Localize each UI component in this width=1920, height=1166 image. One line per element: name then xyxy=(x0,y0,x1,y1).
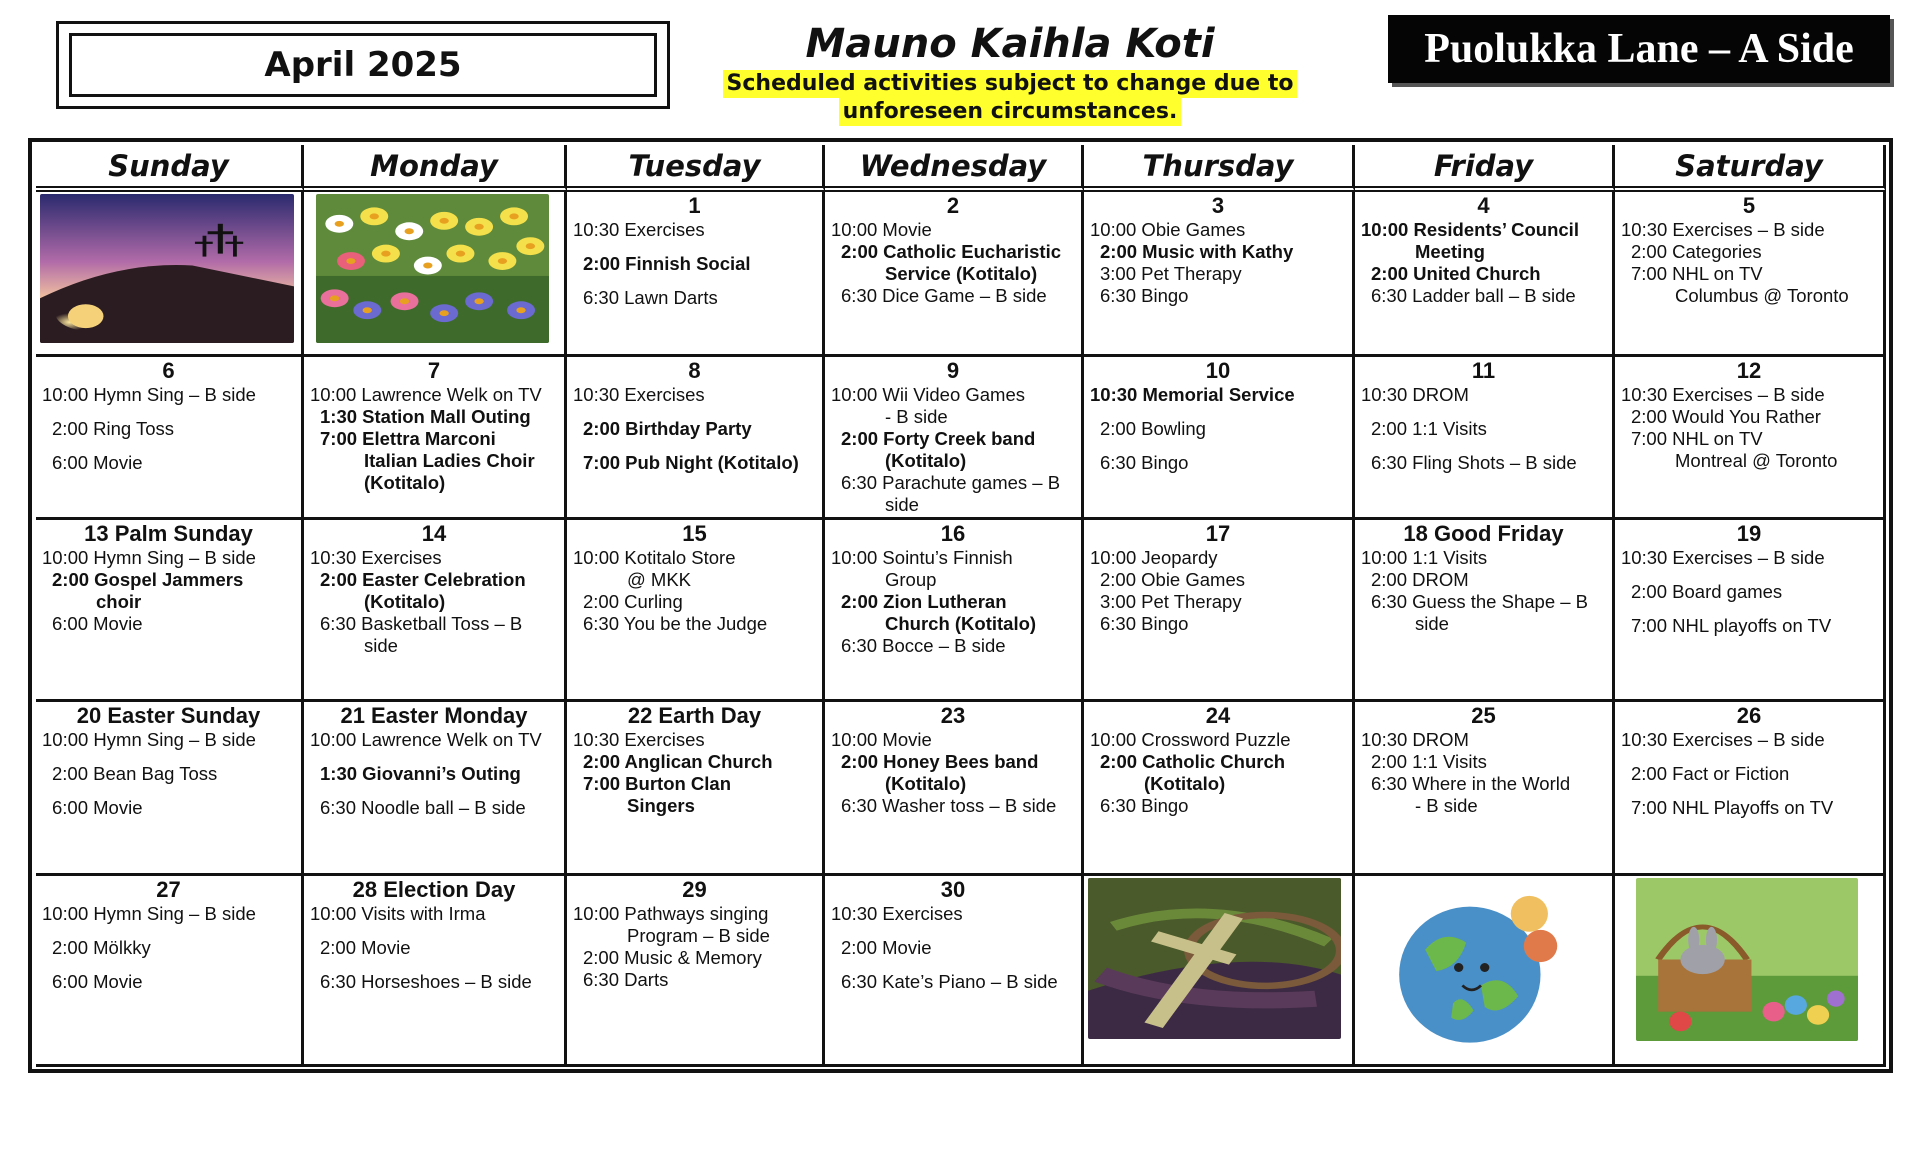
activity-line: 2:00 Ring Toss xyxy=(52,418,175,439)
weekday-header: Wednesday xyxy=(825,145,1084,192)
calendar-day-cell xyxy=(825,876,1084,1067)
day-number: 13 Palm Sunday xyxy=(84,521,253,546)
activity-line: (Kotitalo) xyxy=(885,773,967,794)
activity-line: 2:00 Board games xyxy=(1631,581,1783,602)
activity-line: 2:00 Anglican Church xyxy=(583,751,773,772)
activity-line: Columbus @ Toronto xyxy=(1675,285,1849,306)
calendar-day-cell xyxy=(304,702,567,876)
activity-line: Group xyxy=(885,569,937,590)
activity-line: 7:00 NHL Playoffs on TV xyxy=(1631,797,1834,818)
activity-line: 1:30 Giovanni’s Outing xyxy=(320,763,521,784)
activity-line: 6:30 Basketball Toss – B xyxy=(320,613,523,634)
activity-line: 2:00 Movie xyxy=(841,937,932,958)
calendar-day-cell xyxy=(1084,357,1355,520)
calendar-day-cell xyxy=(1084,192,1355,357)
activity-line: 6:30 Guess the Shape – B xyxy=(1371,591,1589,612)
activity-line: 2:00 Curling xyxy=(583,591,683,612)
calendar-day-cell xyxy=(1615,702,1886,876)
activity-line: 2:00 Movie xyxy=(320,937,411,958)
spring-flowers-image xyxy=(316,194,549,343)
weekday-header: Friday xyxy=(1355,145,1615,192)
month-title: April 2025 xyxy=(69,33,657,97)
calendar-day-cell xyxy=(36,702,304,876)
day-number: 25 xyxy=(1471,703,1496,728)
activity-line: Church (Kotitalo) xyxy=(885,613,1037,634)
activity-line: 6:30 Bingo xyxy=(1100,795,1189,816)
calendar-day-cell xyxy=(1615,520,1886,702)
activity-line: 2:00 Honey Bees band xyxy=(841,751,1039,772)
weekday-header: Sunday xyxy=(36,145,304,192)
activity-line: 6:30 Lawn Darts xyxy=(583,287,718,308)
activity-line: 10:30 DROM xyxy=(1361,384,1469,405)
activity-line: 10:30 Exercises xyxy=(573,729,705,750)
activity-line: - B side xyxy=(885,406,948,427)
notice-line-2: unforeseen circumstances. xyxy=(839,98,1182,126)
activity-line: 2:00 Music with Kathy xyxy=(1100,241,1294,262)
activity-line: 10:00 Residents’ Council xyxy=(1361,219,1579,240)
activity-line: 10:30 DROM xyxy=(1361,729,1469,750)
activity-line: 6:30 Darts xyxy=(583,969,669,990)
calendar-day-cell xyxy=(1355,357,1615,520)
calendar-day-cell xyxy=(825,702,1084,876)
activity-line: 10:00 Crossword Puzzle xyxy=(1090,729,1291,750)
activity-line: 10:00 Lawrence Welk on TV xyxy=(310,729,542,750)
activity-line: 6:00 Movie xyxy=(52,613,143,634)
activity-line: 3:00 Pet Therapy xyxy=(1100,263,1242,284)
activity-line: 6:30 Kate’s Piano – B side xyxy=(841,971,1058,992)
calendar-day-cell xyxy=(825,192,1084,357)
calendar-day-cell xyxy=(567,520,825,702)
activity-line: Program – B side xyxy=(627,925,770,946)
home-header xyxy=(700,18,1320,126)
day-number: 2 xyxy=(946,193,960,218)
day-number: 1 xyxy=(688,193,701,218)
activity-line: 6:30 Where in the World xyxy=(1371,773,1571,794)
calendar-day-cell xyxy=(567,702,825,876)
side-label: Puolukka Lane – A Side xyxy=(1388,15,1890,83)
day-number: 18 Good Friday xyxy=(1403,521,1564,546)
activity-line: 10:00 1:1 Visits xyxy=(1361,547,1488,568)
calendar-image-cell xyxy=(304,192,567,357)
calendar-day-cell xyxy=(825,520,1084,702)
activity-line: 2:00 Forty Creek band xyxy=(841,428,1036,449)
calendar-day-cell xyxy=(1615,192,1886,357)
activity-line: 2:00 Music & Memory xyxy=(583,947,762,968)
activity-line: 6:30 You be the Judge xyxy=(583,613,768,634)
calendar-image-cell xyxy=(1355,876,1615,1067)
activity-line: 2:00 Categories xyxy=(1631,241,1762,262)
day-number: 27 xyxy=(156,877,181,902)
activity-line: 6:30 Ladder ball – B side xyxy=(1371,285,1576,306)
activity-line: 6:30 Noodle ball – B side xyxy=(320,797,526,818)
activity-line: side xyxy=(364,635,398,656)
activity-line: 6:00 Movie xyxy=(52,452,143,473)
day-number: 17 xyxy=(1205,521,1231,546)
month-title-frame xyxy=(56,21,670,109)
activity-line: 10:00 Hymn Sing – B side xyxy=(42,384,256,405)
activity-line: @ MKK xyxy=(627,569,692,590)
calendar-day-cell xyxy=(1355,192,1615,357)
earth-globe-image xyxy=(1388,878,1574,1057)
weekday-header: Monday xyxy=(304,145,567,192)
day-number: 14 xyxy=(421,521,447,546)
day-number: 24 xyxy=(1205,703,1231,728)
activity-line: 7:00 NHL on TV xyxy=(1631,428,1763,449)
calendar-day-cell xyxy=(1084,520,1355,702)
activity-line: 10:30 Exercises xyxy=(573,219,705,240)
day-number: 6 xyxy=(162,358,175,383)
day-number: 3 xyxy=(1211,193,1225,218)
activity-line: 10:30 Exercises – B side xyxy=(1621,729,1825,750)
calendar-image-cell xyxy=(1615,876,1886,1067)
day-number: 9 xyxy=(946,358,960,383)
activity-line: 1:30 Station Mall Outing xyxy=(320,406,531,427)
activity-line: 6:30 Parachute games – B xyxy=(841,472,1061,493)
day-number: 30 xyxy=(940,877,966,902)
activity-line: Service (Kotitalo) xyxy=(885,263,1038,284)
calendar-day-cell xyxy=(567,876,825,1067)
activity-line: 10:30 Memorial Service xyxy=(1090,384,1295,405)
activity-line: 2:00 DROM xyxy=(1371,569,1469,590)
activity-line: 10:30 Exercises xyxy=(310,547,442,568)
activity-line: 6:30 Horseshoes – B side xyxy=(320,971,532,992)
weekday-header: Saturday xyxy=(1615,145,1886,192)
weekday-header: Tuesday xyxy=(567,145,825,192)
day-number: 11 xyxy=(1471,358,1496,383)
activity-line: 2:00 Zion Lutheran xyxy=(841,591,1007,612)
activity-line: 10:00 Movie xyxy=(831,729,932,750)
activity-line: 2:00 Catholic Church xyxy=(1100,751,1286,772)
easter-tomb-crosses-image xyxy=(40,194,294,343)
day-number: 22 Earth Day xyxy=(627,703,762,728)
activity-line: 7:00 Burton Clan xyxy=(583,773,732,794)
activity-line: 10:00 Visits with Irma xyxy=(310,903,486,924)
day-number: 12 xyxy=(1736,358,1762,383)
calendar-day-cell xyxy=(304,876,567,1067)
activity-line: side xyxy=(885,494,919,515)
calendar-image-cell xyxy=(36,192,304,357)
calendar-day-cell xyxy=(36,876,304,1067)
activity-line: Singers xyxy=(627,795,695,816)
activity-line: 6:00 Movie xyxy=(52,971,143,992)
day-number: 15 xyxy=(682,521,707,546)
activity-line: 10:00 Jeopardy xyxy=(1090,547,1218,568)
activity-line: 3:00 Pet Therapy xyxy=(1100,591,1242,612)
day-number: 23 xyxy=(940,703,966,728)
calendar-day-cell xyxy=(1355,520,1615,702)
day-number: 19 xyxy=(1736,521,1762,546)
calendar-day-cell xyxy=(36,520,304,702)
calendar-day-cell xyxy=(567,357,825,520)
home-name: Mauno Kaihla Koti xyxy=(805,21,1215,67)
activity-line: 10:00 Kotitalo Store xyxy=(573,547,736,568)
activity-line: (Kotitalo) xyxy=(364,591,446,612)
calendar-day-cell xyxy=(1355,702,1615,876)
activity-line: 6:30 Bingo xyxy=(1100,613,1189,634)
activity-line: 2:00 Obie Games xyxy=(1100,569,1245,590)
activity-line: 2:00 Bowling xyxy=(1100,418,1206,439)
activity-line: 2:00 Gospel Jammers xyxy=(52,569,244,590)
day-number: 28 Election Day xyxy=(352,877,516,902)
calendar-day-cell xyxy=(1615,357,1886,520)
activity-line: (Kotitalo) xyxy=(364,472,446,493)
activity-line: 2:00 1:1 Visits xyxy=(1371,751,1487,772)
activity-line: 2:00 Mölkky xyxy=(52,937,151,958)
activity-line: 6:30 Bingo xyxy=(1100,452,1189,473)
day-number: 8 xyxy=(688,358,701,383)
activity-line: 10:30 Exercises – B side xyxy=(1621,547,1825,568)
activity-line: 2:00 Catholic Eucharistic xyxy=(841,241,1062,262)
activity-line: 10:00 Wii Video Games xyxy=(831,384,1026,405)
day-number: 10 xyxy=(1205,358,1231,383)
activity-line: 2:00 Birthday Party xyxy=(583,418,752,439)
activity-line: 7:00 NHL playoffs on TV xyxy=(1631,615,1832,636)
calendar-day-cell xyxy=(567,192,825,357)
activity-line: Italian Ladies Choir xyxy=(364,450,535,471)
activity-line: 2:00 Bean Bag Toss xyxy=(52,763,218,784)
activity-line: 2:00 Fact or Fiction xyxy=(1631,763,1790,784)
activity-line: Meeting xyxy=(1415,241,1485,262)
activity-line: 6:30 Bocce – B side xyxy=(841,635,1006,656)
activity-line: 10:00 Movie xyxy=(831,219,932,240)
day-number: 7 xyxy=(427,358,441,383)
activity-line: 7:00 Pub Night (Kotitalo) xyxy=(583,452,799,473)
activity-line: Montreal @ Toronto xyxy=(1675,450,1838,471)
activity-line: 2:00 Easter Celebration xyxy=(320,569,526,590)
activity-line: (Kotitalo) xyxy=(1144,773,1226,794)
weekday-header: Thursday xyxy=(1084,145,1355,192)
day-number: 21 Easter Monday xyxy=(340,703,528,728)
activity-line: 2:00 1:1 Visits xyxy=(1371,418,1487,439)
activity-line: 6:00 Movie xyxy=(52,797,143,818)
activity-line: 6:30 Fling Shots – B side xyxy=(1371,452,1577,473)
activity-line: 10:30 Exercises – B side xyxy=(1621,219,1825,240)
notice-line-1: Scheduled activities subject to change due to xyxy=(723,70,1298,98)
calendar-day-cell xyxy=(36,357,304,520)
activity-line: 10:30 Exercises xyxy=(573,384,705,405)
activity-line: 6:30 Bingo xyxy=(1100,285,1189,306)
day-number: 16 xyxy=(940,521,966,546)
activity-line: 10:00 Sointu’s Finnish xyxy=(831,547,1013,568)
day-number: 29 xyxy=(682,877,707,902)
activity-line: choir xyxy=(96,591,142,612)
activity-line: 6:30 Dice Game – B side xyxy=(841,285,1047,306)
palm-cross-crown-of-thorns-image xyxy=(1088,878,1341,1039)
activity-line: 10:00 Lawrence Welk on TV xyxy=(310,384,542,405)
activity-line: 10:30 Exercises xyxy=(831,903,963,924)
calendar-day-cell xyxy=(304,520,567,702)
activity-line: - B side xyxy=(1415,795,1478,816)
activity-line: side xyxy=(1415,613,1449,634)
calendar-grid xyxy=(36,145,1886,1067)
activity-line: 7:00 Elettra Marconi xyxy=(320,428,496,449)
activity-line: 10:00 Hymn Sing – B side xyxy=(42,903,256,924)
activity-line: 2:00 United Church xyxy=(1371,263,1541,284)
day-number: 5 xyxy=(1742,193,1756,218)
activity-line: 10:00 Pathways singing xyxy=(573,903,769,924)
activity-line: 10:00 Obie Games xyxy=(1090,219,1246,240)
calendar-day-cell xyxy=(1084,702,1355,876)
activity-line: 7:00 NHL on TV xyxy=(1631,263,1763,284)
activity-line: 10:00 Hymn Sing – B side xyxy=(42,729,256,750)
day-number: 26 xyxy=(1736,703,1762,728)
activity-line: 10:30 Exercises – B side xyxy=(1621,384,1825,405)
activity-line: (Kotitalo) xyxy=(885,450,967,471)
calendar-image-cell xyxy=(1084,876,1355,1067)
activity-line: 6:30 Washer toss – B side xyxy=(841,795,1057,816)
day-number: 20 Easter Sunday xyxy=(76,703,261,728)
activity-line: 2:00 Finnish Social xyxy=(583,253,751,274)
calendar-day-cell xyxy=(825,357,1084,520)
day-number: 4 xyxy=(1477,193,1490,218)
easter-basket-bunny-eggs-image xyxy=(1636,878,1858,1041)
activity-line: 2:00 Would You Rather xyxy=(1631,406,1821,427)
calendar-day-cell xyxy=(304,357,567,520)
activity-line: 10:00 Hymn Sing – B side xyxy=(42,547,256,568)
